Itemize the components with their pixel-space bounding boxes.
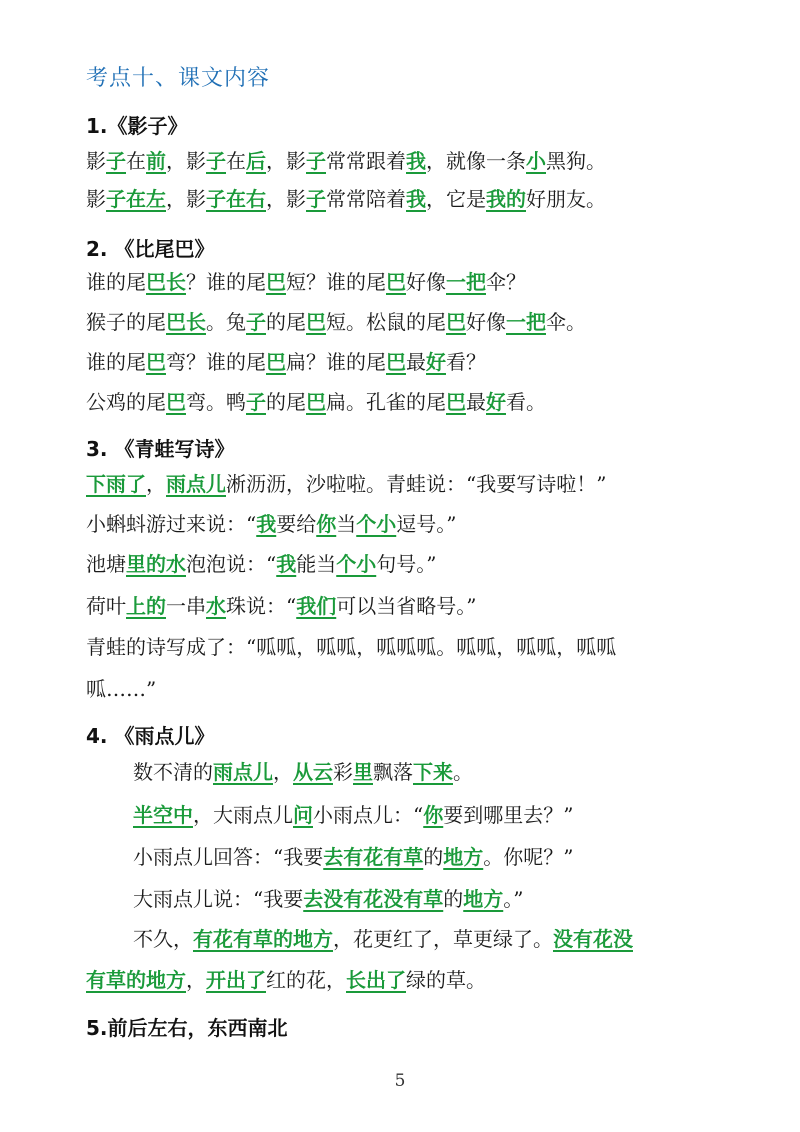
highlighted-word: 你: [316, 512, 337, 536]
highlighted-word: 我的: [486, 187, 526, 211]
plain-text: ，它是: [426, 187, 486, 211]
highlighted-word: 巴: [306, 310, 326, 334]
plain-text: 。: [453, 760, 473, 784]
highlighted-word: 我: [406, 149, 426, 173]
text-line: [133, 801, 573, 829]
highlighted-word: 巴: [266, 350, 286, 374]
plain-text: 的: [443, 887, 464, 911]
text-line: [86, 185, 606, 213]
highlighted-word: 去有花有草: [323, 845, 424, 869]
plain-text: ，影: [166, 149, 206, 173]
text-line: [86, 308, 586, 336]
page-number: 5: [394, 1071, 406, 1091]
plain-text: 彩: [333, 760, 353, 784]
text-line: [86, 268, 526, 296]
heading-raindrops: 4. 《雨点儿》: [86, 724, 215, 748]
plain-text: 猴子的尾: [86, 310, 166, 334]
highlighted-word: 巴: [166, 390, 186, 414]
text-line: [133, 843, 573, 871]
heading-tail: 2. 《比尾巴》: [86, 237, 215, 261]
plain-text: 伞？: [486, 270, 526, 294]
text-line: [86, 348, 486, 376]
plain-text: 在: [226, 149, 246, 173]
plain-text: 句号。”: [376, 552, 437, 576]
text-line: [86, 510, 456, 538]
plain-text: 看。: [506, 390, 546, 414]
plain-text: 飘落: [373, 760, 413, 784]
highlighted-word: 开出了: [206, 968, 266, 992]
plain-text: 。”: [503, 887, 524, 911]
plain-text: 不久，: [133, 927, 193, 951]
plain-text: ，影: [166, 187, 206, 211]
highlighted-word: 巴: [146, 350, 166, 374]
plain-text: 短。松鼠的尾: [326, 310, 446, 334]
text-line: [133, 758, 473, 786]
highlighted-word: 巴: [386, 270, 406, 294]
plain-text: 谁的尾: [86, 270, 146, 294]
plain-text: 数不清的: [133, 760, 213, 784]
plain-text: ，: [146, 472, 166, 496]
section-title: 考点十、课文内容: [86, 66, 271, 91]
plain-text: 最: [466, 390, 486, 414]
highlighted-word: 子: [206, 149, 226, 173]
plain-text: 常常跟着: [326, 149, 406, 173]
plain-text: 红的花，: [266, 968, 346, 992]
highlighted-word: 里的水: [126, 552, 186, 576]
plain-text: 好朋友。: [526, 187, 606, 211]
highlighted-word: 雨点儿: [213, 760, 273, 784]
plain-text: 扁？谁的尾: [286, 350, 386, 374]
highlighted-word: 你: [423, 803, 444, 827]
plain-text: 短？谁的尾: [286, 270, 386, 294]
plain-text: 在: [126, 149, 146, 173]
text-line: [86, 550, 436, 578]
plain-text: 好像: [466, 310, 506, 334]
highlighted-word: 问: [293, 803, 313, 827]
plain-text: ，影: [266, 149, 306, 173]
highlighted-word: 个小: [336, 552, 377, 576]
plain-text: 公鸡的尾: [86, 390, 166, 414]
highlighted-word: 我: [256, 512, 277, 536]
plain-text: 可以当省略号。”: [336, 594, 477, 618]
highlighted-word: 水: [206, 594, 226, 618]
plain-text: ，就像一条: [426, 149, 526, 173]
plain-text: 影: [86, 187, 106, 211]
highlighted-word: 子: [246, 390, 266, 414]
highlighted-word: 巴长: [146, 270, 186, 294]
highlighted-word: 地方: [443, 845, 484, 869]
highlighted-word: 雨点儿: [166, 472, 226, 496]
plain-text: 影: [86, 149, 106, 173]
highlighted-word: 巴: [446, 310, 466, 334]
plain-text: 一串: [166, 594, 206, 618]
plain-text: 要给: [276, 512, 317, 536]
plain-text: 当: [336, 512, 357, 536]
plain-text: 的: [423, 845, 444, 869]
highlighted-word: 子: [106, 149, 126, 173]
plain-text: 珠说：“: [226, 594, 297, 618]
highlighted-word: 有花有草的地方: [193, 927, 333, 951]
plain-text: 青蛙的诗写成了：“呱呱，呱呱，呱呱呱。呱呱，呱呱，呱呱: [86, 635, 617, 659]
plain-text: 。你呢？”: [483, 845, 574, 869]
text-line: [86, 592, 476, 620]
plain-text: 最: [406, 350, 426, 374]
highlighted-word: 子: [306, 187, 326, 211]
highlighted-word: 没有花没: [553, 927, 633, 951]
plain-text: 能当: [296, 552, 337, 576]
text-line: [86, 966, 486, 994]
plain-text: 的尾: [266, 310, 306, 334]
highlighted-word: 下雨了: [86, 472, 146, 496]
plain-text: ？谁的尾: [186, 270, 266, 294]
plain-text: 小雨点儿回答：“我要: [133, 845, 324, 869]
heading-shadow: 1.《影子》: [86, 114, 188, 138]
text-line: [86, 675, 156, 703]
plain-text: 淅沥沥，沙啦啦。青蛙说：“我要写诗啦！”: [226, 472, 607, 496]
highlighted-word: 一把: [446, 270, 486, 294]
highlighted-word: 个小: [356, 512, 397, 536]
highlighted-word: 巴: [446, 390, 466, 414]
plain-text: 伞。: [546, 310, 586, 334]
text-line: [133, 885, 523, 913]
text-line: [86, 388, 546, 416]
highlighted-word: 子: [246, 310, 266, 334]
heading-directions: 5.前后左右，东西南北: [86, 1016, 288, 1040]
plain-text: 大雨点儿说：“我要: [133, 887, 304, 911]
highlighted-word: 上的: [126, 594, 166, 618]
highlighted-word: 半空中: [133, 803, 193, 827]
plain-text: 逗号。”: [396, 512, 457, 536]
plain-text: ，花更红了，草更绿了。: [333, 927, 553, 951]
highlighted-word: 子: [306, 149, 326, 173]
plain-text: 荷叶: [86, 594, 126, 618]
highlighted-word: 下来: [413, 760, 453, 784]
plain-text: ，: [186, 968, 206, 992]
plain-text: 呱……”: [86, 677, 157, 701]
plain-text: 小蝌蚪游过来说：“: [86, 512, 257, 536]
plain-text: 看？: [446, 350, 486, 374]
highlighted-word: 巴: [306, 390, 326, 414]
plain-text: 常常陪着: [326, 187, 406, 211]
highlighted-word: 一把: [506, 310, 546, 334]
highlighted-word: 我们: [296, 594, 337, 618]
highlighted-word: 好: [426, 350, 446, 374]
highlighted-word: 小: [526, 149, 546, 173]
plain-text: 泡泡说：“: [186, 552, 277, 576]
plain-text: 池塘: [86, 552, 126, 576]
text-line: [86, 470, 606, 498]
plain-text: 的尾: [266, 390, 306, 414]
highlighted-word: 后: [246, 149, 266, 173]
heading-frog-poem: 3. 《青蛙写诗》: [86, 437, 235, 461]
text-line: [133, 925, 633, 953]
plain-text: 要到哪里去？”: [443, 803, 574, 827]
plain-text: ，大雨点儿: [193, 803, 293, 827]
plain-text: 。兔: [206, 310, 246, 334]
highlighted-word: 我: [276, 552, 297, 576]
plain-text: ，: [273, 760, 293, 784]
highlighted-word: 子在右: [206, 187, 266, 211]
plain-text: 弯？谁的尾: [166, 350, 266, 374]
plain-text: 好像: [406, 270, 446, 294]
plain-text: 扁。孔雀的尾: [326, 390, 446, 414]
highlighted-word: 子在左: [106, 187, 166, 211]
highlighted-word: 有草的地方: [86, 968, 186, 992]
highlighted-word: 巴: [266, 270, 286, 294]
plain-text: 小雨点儿：“: [313, 803, 424, 827]
highlighted-word: 去没有花没有草: [303, 887, 444, 911]
plain-text: 绿的草。: [406, 968, 486, 992]
highlighted-word: 巴: [386, 350, 406, 374]
highlighted-word: 长出了: [346, 968, 406, 992]
text-line: [86, 147, 606, 175]
highlighted-word: 好: [486, 390, 506, 414]
highlighted-word: 巴长: [166, 310, 206, 334]
plain-text: ，影: [266, 187, 306, 211]
highlighted-word: 前: [146, 149, 166, 173]
highlighted-word: 地方: [463, 887, 504, 911]
plain-text: 黑狗。: [546, 149, 606, 173]
highlighted-word: 从云: [293, 760, 333, 784]
highlighted-word: 我: [406, 187, 426, 211]
plain-text: 弯。鸭: [186, 390, 246, 414]
text-line: [86, 633, 616, 661]
highlighted-word: 里: [353, 760, 373, 784]
plain-text: 谁的尾: [86, 350, 146, 374]
